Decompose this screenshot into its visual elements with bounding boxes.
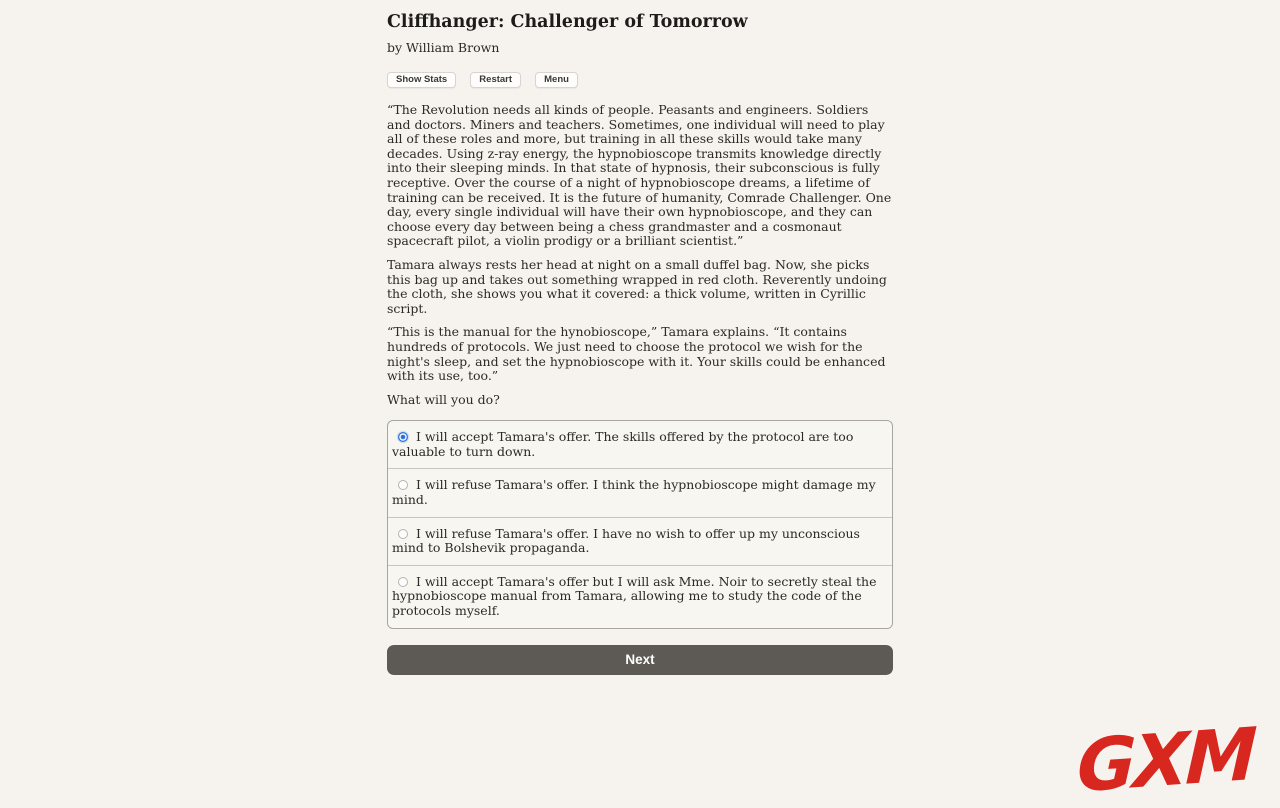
story-prompt: What will you do? [387, 391, 500, 407]
radio-button[interactable] [398, 480, 408, 490]
radio-button[interactable] [398, 432, 408, 442]
author-byline: by William Brown [387, 40, 500, 55]
choice-label: I will accept Tamara's offer but I will ask Mme. Noir to secretly steal the hypnobioscope manual from Tamara, allowing me to study the code of the protocols myself. [392, 573, 877, 619]
story-paragraph-1: “The Revolution needs all kinds of people. Peasants and engineers. Soldiers and doctors. Miners and teachers. Sometimes, one individual will need to play all of these roles and more, but training in all these skills would take many decades. Using z-ray energy, the hypnobioscope transmits knowledge directly into their sleeping minds. In that state of hypnosis, their subconscious is fully receptive. Over the course of a night of hypnobioscope dreams, a lifetime of training can be received. It is the future of humanity, Comrade Challenger. One day, every single individual will have their own hypnobioscope, and they can choose every day between being a chess grandmaster and a cosmonaut spacecraft pilot, a violin prodigy or a brilliant scientist.” [387, 102, 892, 249]
choice-group [387, 420, 893, 628]
toolbar [387, 67, 893, 88]
choice-label: I will accept Tamara's offer. The skills offered by the protocol are too valuable to turn down. [392, 429, 854, 459]
choice-option[interactable] [388, 565, 892, 628]
choice-option[interactable] [388, 517, 892, 565]
story-column [387, 0, 893, 675]
radio-button[interactable] [398, 529, 408, 539]
choice-label: I will refuse Tamara's offer. I think the hypnobioscope might damage my mind. [392, 477, 876, 508]
menu-button[interactable]: Menu [535, 72, 578, 88]
story-paragraph-2: Tamara always rests her head at night on a small duffel bag. Now, she picks this bag up and takes out something wrapped in red cloth. Reverently undoing the cloth, she shows you what it covered: a thick volume, written in Cyrillic script. [387, 256, 887, 316]
choice-option[interactable] [388, 468, 892, 516]
restart-button[interactable]: Restart [470, 72, 521, 88]
show-stats-button[interactable]: Show Stats [387, 72, 456, 88]
radio-button[interactable] [398, 577, 408, 587]
game-title: Cliffhanger: Challenger of Tomorrow [387, 12, 748, 32]
choice-label: I will refuse Tamara's offer. I have no wish to offer up my unconscious mind to Bolshevik propaganda. [392, 525, 860, 556]
next-button[interactable]: Next [387, 645, 893, 675]
choice-option[interactable] [388, 421, 892, 468]
story-paragraph-3: “This is the manual for the hynobioscope,” Tamara explains. “It contains hundreds of protocols. We just need to choose the protocol we wish for the night's sleep, and set the hypnobioscope with it. Your skills could be enhanced with its use, too.” [387, 324, 886, 384]
gxm-logo: GXM [1075, 711, 1256, 808]
